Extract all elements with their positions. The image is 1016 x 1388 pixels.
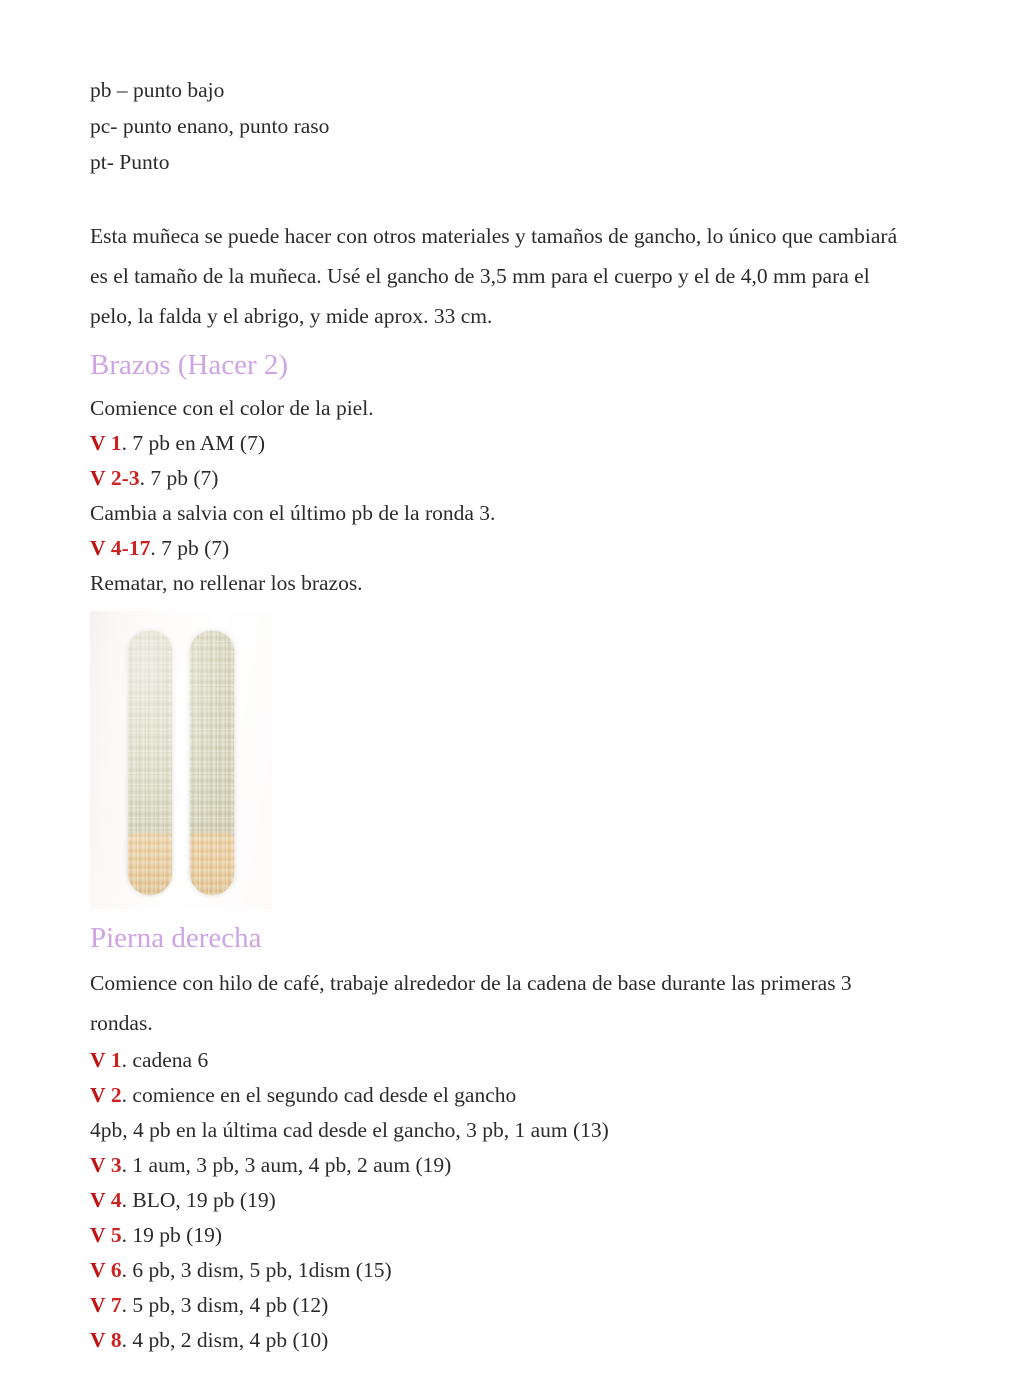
round-number: 8 xyxy=(110,1328,122,1352)
round-number: 1 xyxy=(110,431,122,455)
round-number: 1 xyxy=(110,1048,122,1072)
brazos-color-change-note: Cambia a salvia con el último pb de la ronda 3. xyxy=(90,501,496,525)
round-line xyxy=(90,1078,916,1113)
round-number: 2 xyxy=(110,1083,122,1107)
round-text: . 5 pb, 3 dism, 4 pb (12) xyxy=(121,1293,329,1317)
brazos-finish-note: Rematar, no rellenar los brazos. xyxy=(90,571,363,595)
round-number: 4-17 xyxy=(110,536,151,560)
round-marker: V xyxy=(90,1188,106,1212)
round-marker: V xyxy=(90,1258,106,1282)
round-line xyxy=(90,1183,916,1218)
round-text: . 4 pb, 2 dism, 4 pb (10) xyxy=(121,1328,329,1352)
round-number: 2-3 xyxy=(110,466,140,490)
abbreviation-line: pb – punto bajo xyxy=(90,78,225,102)
brazos-intro-text: Comience con el color de la piel. xyxy=(90,396,374,420)
intro-paragraph: Esta muñeca se puede hacer con otros materiales y tamaños de gancho, lo único que cambiará es el tamaño de la muñeca. Usé el gancho de 3,5 mm para el cuerpo y el de 4,0 mm para el pelo, la falda y el abrigo, y mide aprox. 33 cm. xyxy=(90,224,898,328)
arm-piece-left xyxy=(128,631,172,895)
round-marker: V xyxy=(90,1293,106,1317)
round-number: 4 xyxy=(110,1188,122,1212)
round-text: . BLO, 19 pb (19) xyxy=(121,1188,276,1212)
round-marker: V xyxy=(90,1083,106,1107)
round-line xyxy=(90,1253,916,1288)
round-line xyxy=(90,461,916,496)
round-marker: V xyxy=(90,1153,106,1177)
round-line xyxy=(90,1218,916,1253)
hand-section xyxy=(128,833,172,895)
round-text: . cadena 6 xyxy=(121,1048,209,1072)
round-text: . comience en el segundo cad desde el gancho xyxy=(121,1083,517,1107)
round-marker: V xyxy=(90,466,106,490)
round-line xyxy=(90,531,916,566)
round-line xyxy=(90,1043,916,1078)
round-number: 6 xyxy=(110,1258,122,1282)
round-text: . 19 pb (19) xyxy=(121,1223,222,1247)
round-number: 3 xyxy=(110,1153,122,1177)
arm-piece-right xyxy=(190,631,234,895)
round-marker: V xyxy=(90,431,106,455)
section-heading-pierna-derecha: Pierna derecha xyxy=(90,922,262,954)
abbreviation-line: pc- punto enano, punto raso xyxy=(90,114,330,138)
pierna-round2-continuation: 4pb, 4 pb en la última cad desde el gancho, 3 pb, 1 aum (13) xyxy=(90,1118,609,1142)
round-number: 7 xyxy=(110,1293,122,1317)
round-line xyxy=(90,426,916,461)
section-heading-brazos: Brazos (Hacer 2) xyxy=(90,349,289,381)
round-marker: V xyxy=(90,1048,106,1072)
round-marker: V xyxy=(90,536,106,560)
abbreviation-line: pt- Punto xyxy=(90,150,170,174)
photo-highlight xyxy=(90,611,272,909)
round-text: . 1 aum, 3 pb, 3 aum, 4 pb, 2 aum (19) xyxy=(121,1153,452,1177)
round-text: . 7 pb (7) xyxy=(150,536,230,560)
pierna-intro-text: Comience con hilo de café, trabaje alrededor de la cadena de base durante las primeras 3 rondas. xyxy=(90,971,852,1035)
round-text: . 7 pb (7) xyxy=(139,466,219,490)
round-line xyxy=(90,1323,916,1358)
round-line xyxy=(90,1148,916,1183)
round-marker: V xyxy=(90,1328,106,1352)
paragraph-spacer xyxy=(90,180,916,216)
crocheted-arms-photo xyxy=(90,611,272,909)
round-text: . 7 pb en AM (7) xyxy=(121,431,265,455)
hand-section xyxy=(190,833,234,895)
round-number: 5 xyxy=(110,1223,122,1247)
round-text: . 6 pb, 3 dism, 5 pb, 1dism (15) xyxy=(121,1258,392,1282)
round-marker: V xyxy=(90,1223,106,1247)
round-line xyxy=(90,1288,916,1323)
